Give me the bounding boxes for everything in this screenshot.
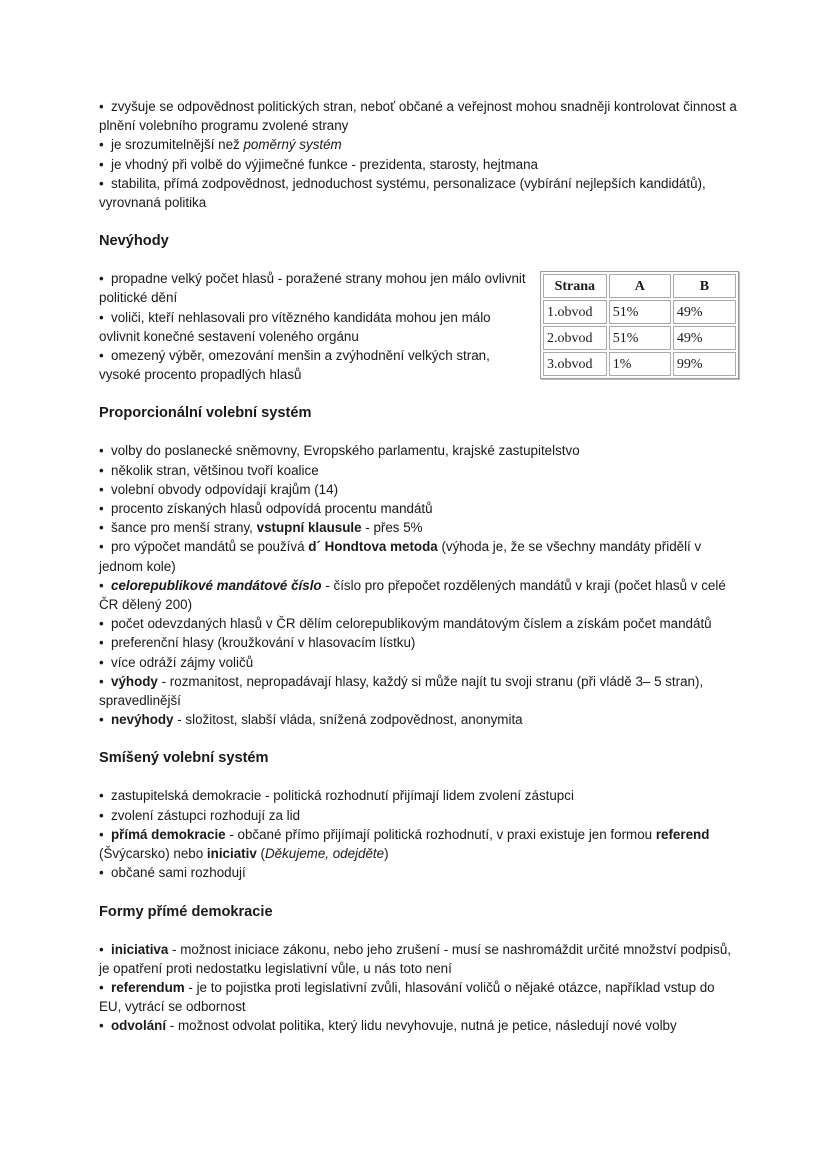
bullet-icon: •: [99, 539, 104, 555]
nevyhody-section: [99, 269, 739, 384]
results-table: [540, 271, 739, 379]
table-cell: 2.obvod: [543, 326, 607, 350]
table-row: [543, 352, 736, 376]
intro-list: [99, 97, 739, 212]
section-heading-formy: Formy přímé demokracie: [99, 903, 273, 920]
list-item: • více odráží zájmy voličů: [99, 653, 739, 672]
list-item: • je srozumitelnější než poměrný systém: [99, 135, 739, 154]
section-heading-smiseny: Smíšený volební systém: [99, 750, 269, 767]
table-cell: 99%: [673, 352, 736, 376]
smiseny-list: [99, 786, 739, 882]
list-item: • šance pro menší strany, vstupní klausule - přes 5%: [99, 518, 739, 537]
bullet-icon: •: [99, 941, 104, 957]
list-item: • omezený výběr, omezování menšin a zvýhodnění velkých stran, vysoké procento propadlých hlasů: [99, 348, 490, 383]
list-item: • preferenční hlasy (kroužkování v hlasovacím lístku): [99, 633, 739, 652]
table-header-row: [543, 274, 736, 298]
table-row: [543, 326, 736, 350]
nevyhody-list: [99, 269, 529, 384]
bullet-icon: •: [99, 481, 104, 497]
bullet-icon: •: [99, 1018, 104, 1034]
bullet-icon: •: [99, 788, 104, 804]
formy-list: [99, 940, 739, 1036]
table-cell: 1%: [609, 352, 671, 376]
list-item: • zastupitelská demokracie - politická rozhodnutí přijímají lidem zvolení zástupci: [99, 786, 739, 805]
table-cell: 1.obvod: [543, 300, 607, 324]
bullet-icon: •: [99, 462, 104, 478]
bullet-icon: •: [99, 712, 104, 728]
list-item: • voliči, kteří nehlasovali pro vítězného kandidáta mohou jen málo ovlivnit konečné sestavení voleného orgánu: [99, 309, 491, 344]
proporcionalni-list: [99, 441, 739, 729]
bullet-icon: •: [99, 807, 104, 823]
table-cell: 3.obvod: [543, 352, 607, 376]
bullet-icon: •: [99, 501, 104, 517]
bullet-icon: •: [99, 175, 104, 191]
list-item: • občané sami rozhodují: [99, 863, 739, 882]
bullet-icon: •: [99, 865, 104, 881]
list-item: • počet odevzdaných hlasů v ČR dělím celorepublikovým mandátovým číslem a získám počet mandátů: [99, 614, 739, 633]
list-item: • několik stran, většinou tvoří koalice: [99, 461, 739, 480]
bullet-icon: •: [99, 520, 104, 536]
bullet-icon: •: [99, 616, 104, 632]
list-item: • propadne velký počet hlasů - poražené strany mohou jen málo ovlivnit politické dění: [99, 271, 526, 306]
bullet-icon: •: [99, 635, 104, 651]
list-item: • odvolání - možnost odvolat politika, který lidu nevyhovuje, nutná je petice, následují nové volby: [99, 1016, 739, 1035]
list-item: • výhody - rozmanitost, nepropadávají hlasy, každý si může najít tu svoji stranu (při vládě 3– 5 stran), spravedlinější: [99, 673, 704, 709]
bullet-icon: •: [99, 577, 104, 593]
list-item: • volební obvody odpovídají krajům (14): [99, 480, 739, 499]
bullet-icon: •: [99, 271, 104, 287]
table-cell: 49%: [673, 300, 736, 324]
list-item: • pro výpočet mandátů se používá d´ Hondtova metoda (výhoda je, že se všechny mandáty přidělí v jednom kole): [99, 539, 702, 574]
bullet-icon: •: [99, 443, 104, 459]
table-cell: 49%: [673, 326, 736, 350]
list-item: • zvolení zástupci rozhodují za lid: [99, 806, 739, 825]
table-cell: 51%: [609, 300, 671, 324]
list-item: • celorepublikové mandátové číslo - číslo pro přepočet rozdělených mandátů v kraji (počet hlasů v celé ČR dělený 200): [99, 577, 726, 613]
list-item: • zvyšuje se odpovědnost politických stran, neboť občané a veřejnost mohou snadněji kontrolovat činnost a plnění volebního programu zvolené strany: [99, 99, 737, 134]
bullet-icon: •: [99, 309, 104, 325]
list-item: • procento získaných hlasů odpovídá procentu mandátů: [99, 499, 739, 518]
section-heading-proporcionalni: Proporcionální volební systém: [99, 405, 312, 422]
list-item: • přímá demokracie - občané přímo přijímají politická rozhodnutí, v praxi existuje jen formou referend (Švýcarsko) nebo iniciativ (Děkujeme, odejděte): [99, 826, 710, 862]
table-header: B: [673, 274, 736, 298]
list-item: • referendum - je to pojistka proti legislativní zvůli, hlasování voličů o nějaké otázce, například vstup do EU, vytrácí se odbornost: [99, 979, 715, 1015]
bullet-icon: •: [99, 99, 104, 114]
bullet-icon: •: [99, 348, 104, 364]
list-item: • stabilita, přímá zodpovědnost, jednoduchost systému, personalizace (vybírání nejlepších kandidátů), vyrovnaná politika: [99, 175, 706, 211]
section-heading-nevyhody: Nevýhody: [99, 233, 169, 250]
list-item: • je vhodný při volbě do výjimečné funkce - prezidenta, starosty, hejtmana: [99, 155, 739, 174]
table-header: A: [609, 274, 671, 298]
bullet-icon: •: [99, 979, 104, 995]
bullet-icon: •: [99, 673, 104, 689]
table-row: [543, 300, 736, 324]
bullet-icon: •: [99, 156, 104, 172]
bullet-icon: •: [99, 654, 104, 670]
list-item: • volby do poslanecké sněmovny, Evropského parlamentu, krajské zastupitelstvo: [99, 441, 739, 460]
bullet-icon: •: [99, 137, 104, 153]
document-page: [99, 97, 739, 1036]
list-item: • iniciativa - možnost iniciace zákonu, nebo jeho zrušení - musí se nashromáždit určité množství podpisů, je opatření proti nedostatku legislativní vůle, u nás toto není: [99, 941, 731, 976]
table-cell: 51%: [609, 326, 671, 350]
table-header: Strana: [543, 274, 607, 298]
list-item: • nevýhody - složitost, slabší vláda, snížená zodpovědnost, anonymita: [99, 710, 739, 729]
bullet-icon: •: [99, 826, 104, 842]
